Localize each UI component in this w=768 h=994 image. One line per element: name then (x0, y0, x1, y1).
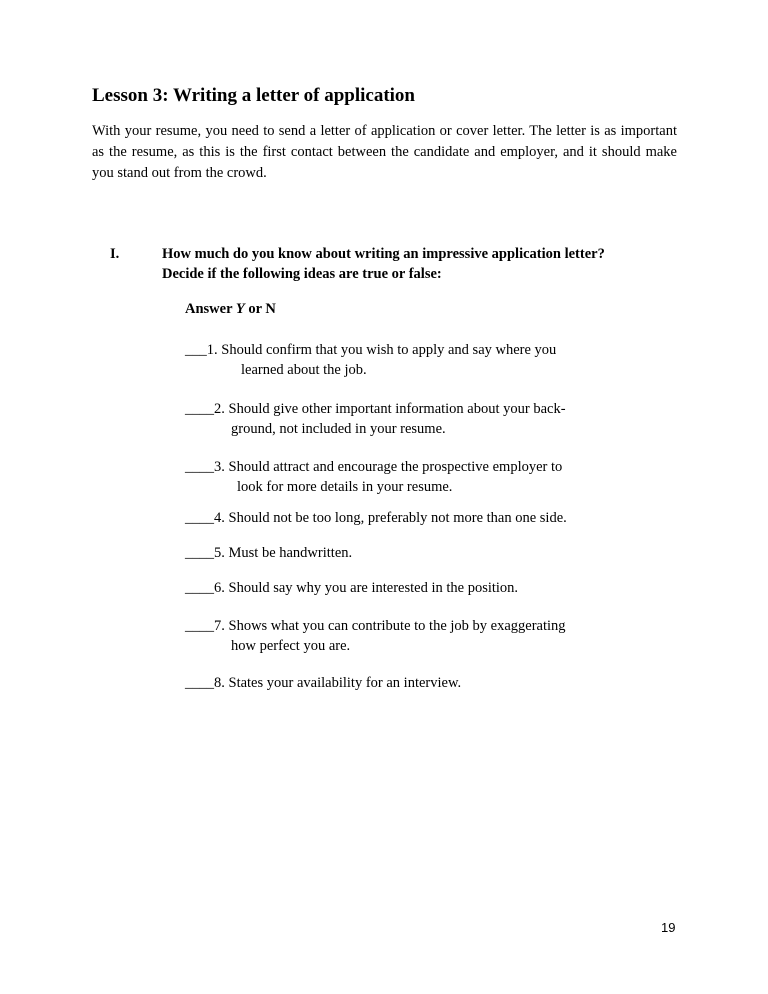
item-line-1: ____8. States your availability for an interview. (185, 675, 462, 691)
list-item (185, 616, 615, 656)
list-item (185, 578, 615, 598)
item-line-2: learned about the job. (241, 362, 367, 378)
question-line-2: Decide if the following ideas are true or false: (162, 266, 442, 282)
item-line-1: ____5. Must be handwritten. (185, 545, 353, 561)
question-line-1: How much do you know about writing an impressive application letter? (162, 246, 605, 262)
intro-paragraph: With your resume, you need to send a letter of application or cover letter. The letter is as important as the resume, as this is the first contact between the candidate and employer, and it should make you stand out from the crowd. (92, 123, 677, 181)
list-item (185, 673, 615, 693)
answer-instruction (185, 299, 276, 319)
list-item (185, 457, 615, 497)
list-item (185, 340, 615, 380)
item-line-2: ground, not included in your resume. (231, 421, 446, 437)
answer-y: Y (235, 301, 245, 317)
item-line-1: ____7. Shows what you can contribute to the job by exaggerating (185, 618, 566, 634)
item-line-2: how perfect you are. (231, 638, 351, 654)
item-line-1: ___1. Should confirm that you wish to apply and say where you (185, 342, 557, 358)
lesson-title: Lesson 3: Writing a letter of application (92, 85, 415, 106)
item-line-1: ____4. Should not be too long, preferably not more than one side. (185, 510, 567, 526)
item-line-1: ____2. Should give other important information about your back- (185, 401, 566, 417)
item-line-2: look for more details in your resume. (237, 479, 453, 495)
list-item (185, 399, 615, 439)
exercise-question (162, 244, 682, 284)
item-line-1: ____3. Should attract and encourage the prospective employer to (185, 459, 563, 475)
list-item (185, 543, 615, 563)
answer-suffix: or N (244, 301, 276, 317)
item-line-1: ____6. Should say why you are interested in the position. (185, 580, 519, 596)
list-item (185, 508, 615, 528)
page-number: 19 (661, 920, 676, 935)
section-numeral: I. (110, 246, 120, 262)
answer-prefix: Answer (185, 301, 236, 317)
